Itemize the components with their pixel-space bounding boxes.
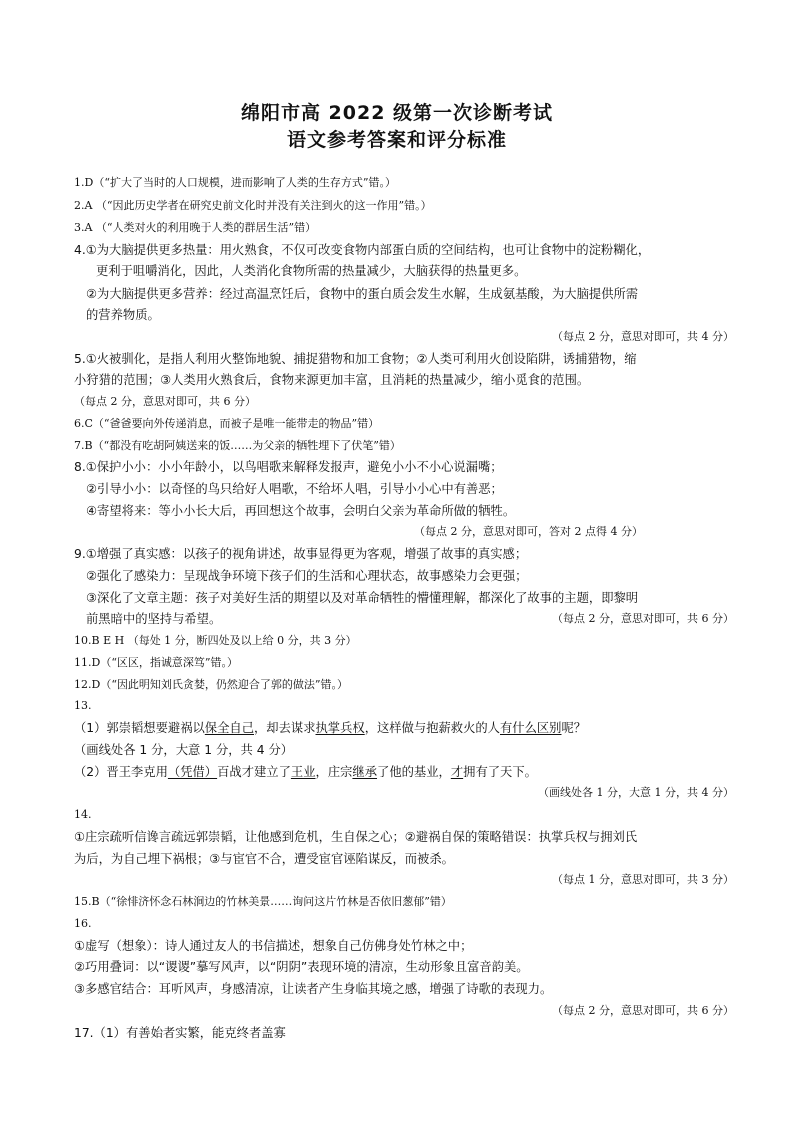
- q13-2-text-e: 拥有了天下。: [463, 765, 537, 779]
- q13-2-underlined-d: 才: [450, 765, 464, 779]
- answer-q5-line2: 小狩猎的范围；③人类用火熟食后，食物来源更加丰富，且消耗的热量减少，缩小觅食的范围。: [74, 373, 590, 387]
- answer-q9-line3: ③深化了文章主题：孩子对美好生活的期望以及对革命牺牲的懵懂理解，都深化了故事的主题，即黎明: [86, 591, 639, 605]
- answer-q4-score: （每点 2 分，意思对即可，共 4 分）: [552, 330, 734, 343]
- answer-q10: 10.B E H （每处 1 分，断四处及以上给 0 分，共 3 分）: [74, 634, 357, 647]
- exam-subtitle: 语文参考答案和评分标准: [286, 129, 507, 151]
- q13-1-text-c: ，这样做与抱薪救火的人: [364, 721, 500, 735]
- answer-q8-score: （每点 2 分，意思对即可，答对 2 点得 4 分）: [414, 525, 643, 538]
- answer-q2: 2.A （“因此历史学者在研究史前文化时并没有关注到火的这一作用”错。）: [74, 199, 432, 212]
- answer-q14-score: （每点 1 分，意思对即可，共 3 分）: [552, 873, 734, 886]
- answer-q13-number: 13.: [74, 699, 92, 712]
- answer-q16-line1: ①虚写（想象）：诗人通过友人的书信描述，想象自己仿佛身处竹林之中；: [74, 939, 473, 953]
- answer-q8-line1: 8.①保护小小：小小年龄小，以鸟唱歌来解释发报声，避免小小不小心说漏嘴；: [74, 460, 503, 474]
- answer-q5-score: （每点 2 分，意思对即可，共 6 分）: [74, 395, 256, 408]
- q13-2-text-c: ，庄宗: [315, 765, 353, 779]
- q13-2-underlined-c: 继承: [352, 765, 378, 779]
- answer-q14-line2: 为后，为自己埋下祸根；③与宦官不合，遭受宦官诬陷谋反，而被杀。: [74, 852, 454, 866]
- answer-q13-part1-score: （画线处各 1 分，大意 1 分，共 4 分）: [74, 743, 294, 757]
- q13-1-text-d: 呢？: [561, 721, 587, 735]
- answer-q13-part2: [74, 763, 537, 781]
- answer-q5-line1: 5.①火被驯化，是指人利用火整饰地貌、捕捉猎物和加工食物；②人类可利用火创设陷阱，诱捕猎物，缩: [74, 352, 637, 366]
- q13-1-text-b: ，却去谋求: [254, 721, 316, 735]
- answer-q9-line4: 前黑暗中的坚持与希望。: [86, 612, 222, 626]
- answer-q16-line3: ③多感官结合：耳听风声，身感清凉，让读者产生身临其境之感，增强了诗歌的表现力。: [74, 982, 553, 996]
- answer-q17: 17.（1）有善始者实繁，能克终者盖寡: [74, 1026, 286, 1040]
- answer-q4-line2: 更利于咀嚼消化，因此，人类消化食物所需的热量减少，大脑获得的热量更多。: [96, 264, 527, 278]
- answer-q8-line3: ④寄望将来：等小小长大后，再回想这个故事，会明白父亲为革命所做的牺牲。: [86, 504, 516, 518]
- answer-q16-score: （每点 2 分，意思对即可，共 6 分）: [552, 1004, 734, 1017]
- answer-q4-line4: 的营养物质。: [86, 308, 160, 322]
- answer-q12: 12.D（“因此明知刘氏贪婪，仍然迎合了郭的做法”错。）: [74, 678, 349, 691]
- answer-q16-line2: ②巧用叠词：以“谡谡”摹写风声，以“阴阴”表现环境的清凉，生动形象且富音韵美。: [74, 960, 529, 974]
- q13-2-underlined-a: （凭借）: [167, 765, 218, 779]
- q13-1-underlined-c: 有什么区别: [499, 721, 562, 735]
- q13-1-underlined-b: 执掌兵权: [315, 721, 365, 735]
- answer-q11: 11.D（“区区，指诚意深笃”错。）: [74, 656, 239, 669]
- q13-2-underlined-b: 王业: [290, 765, 316, 779]
- q13-1-underlined-a: 保全自己: [204, 721, 254, 735]
- answer-q9-score: （每点 2 分，意思对即可，共 6 分）: [552, 612, 734, 625]
- q13-1-text-a: （1）郭崇韬想要避祸以: [74, 721, 205, 735]
- answer-q4-line1: 4.①为大脑提供更多热量：用火熟食，不仅可改变食物内部蛋白质的空间结构，也可让食物中的淀粉糊化，: [74, 243, 651, 257]
- exam-title: 绵阳市高 2022 级第一次诊断考试: [240, 102, 554, 124]
- answer-q14-number: 14.: [74, 808, 92, 821]
- answer-q15: 15.B（“徐悱济怀念石林涧边的竹林美景……询问这片竹林是否依旧葱郁”错）: [74, 895, 452, 908]
- answer-q13-part2-score: （画线处各 1 分，大意 1 分，共 4 分）: [538, 786, 734, 799]
- answer-q9-line2: ②强化了感染力：呈现战争环境下孩子们的生活和心理状态，故事感染力会更强；: [86, 569, 528, 583]
- answer-q3: 3.A （“人类对火的利用晚于人类的群居生活”错）: [74, 221, 317, 234]
- q13-2-text-b: 百战才建立了: [217, 765, 291, 779]
- answer-q14-line1: ①庄宗疏听信谗言疏远郭崇韬，让他感到危机，生自保之心；②避祸自保的策略错误：执掌兵权与拥刘氏: [74, 830, 638, 844]
- answer-q13-part1: [74, 719, 586, 737]
- answer-q4-line3: ②为大脑提供更多营养：经过高温烹饪后，食物中的蛋白质会发生水解，生成氨基酸，为大脑提供所需: [86, 287, 639, 301]
- answer-q6: 6.C（“爸爸要向外传递消息，而被子是唯一能带走的物品”错）: [74, 417, 380, 430]
- q13-2-text-d: 了他的基业，: [377, 765, 451, 779]
- answer-q9-line1: 9.①增强了真实感：以孩子的视角讲述，故事显得更为客观，增强了故事的真实感；: [74, 547, 528, 561]
- q13-2-text-a: （2）晋王李克用: [74, 765, 168, 779]
- answer-q7: 7.B（“都没有吃胡阿姨送来的饭……为父亲的牺牲埋下了伏笔”错）: [74, 439, 401, 452]
- answer-q16-number: 16.: [74, 917, 92, 930]
- answer-q1: 1.D（“扩大了当时的人口规模，进而影响了人类的生存方式”错。）: [74, 176, 397, 189]
- answer-q8-line2: ②引导小小：以奇怪的鸟只给好人唱歌，不给坏人唱，引导小小心中有善恶；: [86, 482, 503, 496]
